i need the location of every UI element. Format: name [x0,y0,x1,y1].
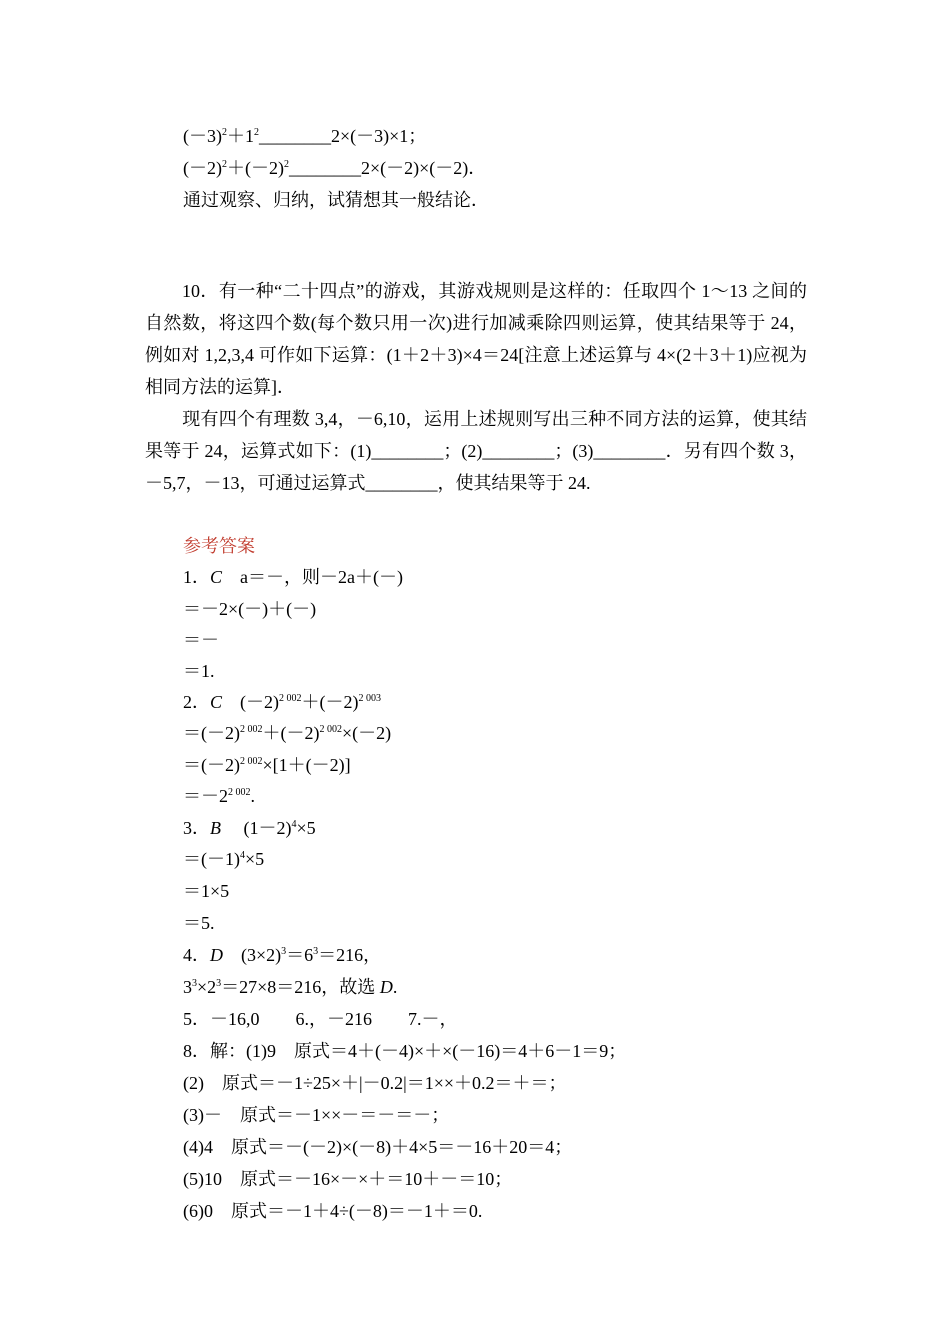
exponent: 2 [222,159,227,170]
answer-number: 1． [183,567,210,587]
answer-4-step-2 [183,975,397,999]
text: ＝－2 [183,786,228,806]
answer-2-step-4 [183,784,255,808]
answer-8-part-1: 8．解：(1)9 原式＝4＋(－4)×＋×(－16)＝4＋6－1＝9； [183,1041,627,1061]
text: (－2) [183,158,222,178]
answer-choice: D [379,977,393,997]
answer-3-step-3: ＝1×5 [183,881,230,901]
exponent: 2 002 [319,724,342,735]
text: ＝(－2) [183,755,240,775]
answers-5-7: 5．－16,0 6.，－216 7.－， [183,1009,458,1029]
text: (1－2) [221,818,292,838]
answer-1-step-2: ＝－2×(－)＋(－) [183,599,317,619]
answer-3-step-4: ＝5. [183,913,215,933]
text: (－2) [222,692,280,712]
text: ＝216， [318,945,382,965]
answer-choice: C [210,692,223,712]
text: . [392,977,398,997]
text: ×5 [296,818,316,838]
answer-8-part-2: (2) 原式＝－1÷25×＋|－0.2|＝1××＋0.2＝＋＝； [183,1073,567,1093]
exponent: 2 003 [358,693,382,704]
text: ×[1＋(－2)] [262,755,351,775]
answer-choice: B [210,818,221,838]
text: ＝6 [286,945,314,965]
exponent: 3 [192,978,197,989]
text: ＝(－1) [183,849,240,869]
text: 3 [183,977,192,997]
answer-2 [183,690,381,714]
answer-8-part-5: (5)10 原式＝－16×－×＋＝10＋－＝10； [183,1169,513,1189]
text: ＋1 [227,126,254,146]
answer-number: 2． [183,692,210,712]
text: ＋(－2) [262,723,320,743]
exponent: 2 [222,127,227,138]
answer-3 [183,816,316,840]
answer-8-part-3: (3)－ 原式＝－1××－＝－＝－； [183,1105,450,1125]
question-10-paragraph-2 [145,403,807,499]
answer-choice: C [210,567,223,587]
answer-2-step-2 [183,721,391,745]
text: ＝27×8＝216，故选 [221,977,380,997]
answer-8-part-4: (4)4 原式＝－(－2)×(－8)＋4×5＝－16＋20＝4； [183,1137,573,1157]
answer-text: a＝－，则－2a＋(－) [222,567,403,587]
exponent: 3 [281,946,287,957]
answer-number: 4． [183,945,210,965]
formula-line-2 [183,156,486,180]
question-10-paragraph-1 [145,275,807,403]
answer-8-part-6: (6)0 原式＝－1＋4÷(－8)＝－1＋＝0. [183,1201,483,1221]
text: ×5 [245,849,265,869]
exponent: 2 002 [240,756,263,767]
question-10-text: 10．有一种“二十四点”的游戏，其游戏规则是这样的：任取四个 1～13 之间的自然数，将这四个数(每个数只用一次)进行加减乘除四则运算，使其结果等于 24，例如对 1,2,3,4 可作如下运算：(1＋2＋3)×4＝24[注意上述运算与 4×(2＋3＋1)应视为相同方法的运算]． [145,281,807,397]
exponent: 3 [216,978,222,989]
answer-4 [183,943,381,967]
exponent: 2 002 [228,787,251,798]
answer-number: 3． [183,818,210,838]
text: ________2×(－2)×(－2)． [289,158,487,178]
answer-2-step-3 [183,753,351,777]
answer-1-step-3: ＝－ [183,630,219,650]
text: ________2×(－3)×1； [259,126,427,146]
conclusion-prompt: 通过观察、归纳，试猜想其一般结论． [183,190,489,210]
answer-1-step-4: ＝1. [183,661,215,681]
exponent: 4 [240,850,245,861]
text: ＋(－2) [227,158,284,178]
exponent: 2 [284,159,289,170]
exponent: 3 [313,946,319,957]
text: . [250,786,255,806]
text: ＝(－2) [183,723,240,743]
text: (－3) [183,126,222,146]
exponent: 2 [254,127,259,138]
exponent: 2 002 [279,693,302,704]
text: ×2 [197,977,217,997]
answer-1 [183,565,403,589]
exponent: 4 [291,819,297,830]
text: (3×2) [223,945,282,965]
answer-choice: D [210,945,223,965]
exponent: 2 002 [240,724,263,735]
question-10-text-2: 现有四个有理数 3,4，－6,10，运用上述规则写出三种不同方法的运算，使其结果等于 24，运算式如下：(1)________；(2)________；(3)________．另有四个数 3，－5,7，－13，可通过运算式________，使其结果等于 24. [145,409,807,493]
answer-3-step-2 [183,847,264,871]
formula-line-1 [183,124,426,148]
answer-title: 参考答案 [183,536,255,556]
text: ×(－2) [342,723,392,743]
text: ＋(－2) [301,692,359,712]
